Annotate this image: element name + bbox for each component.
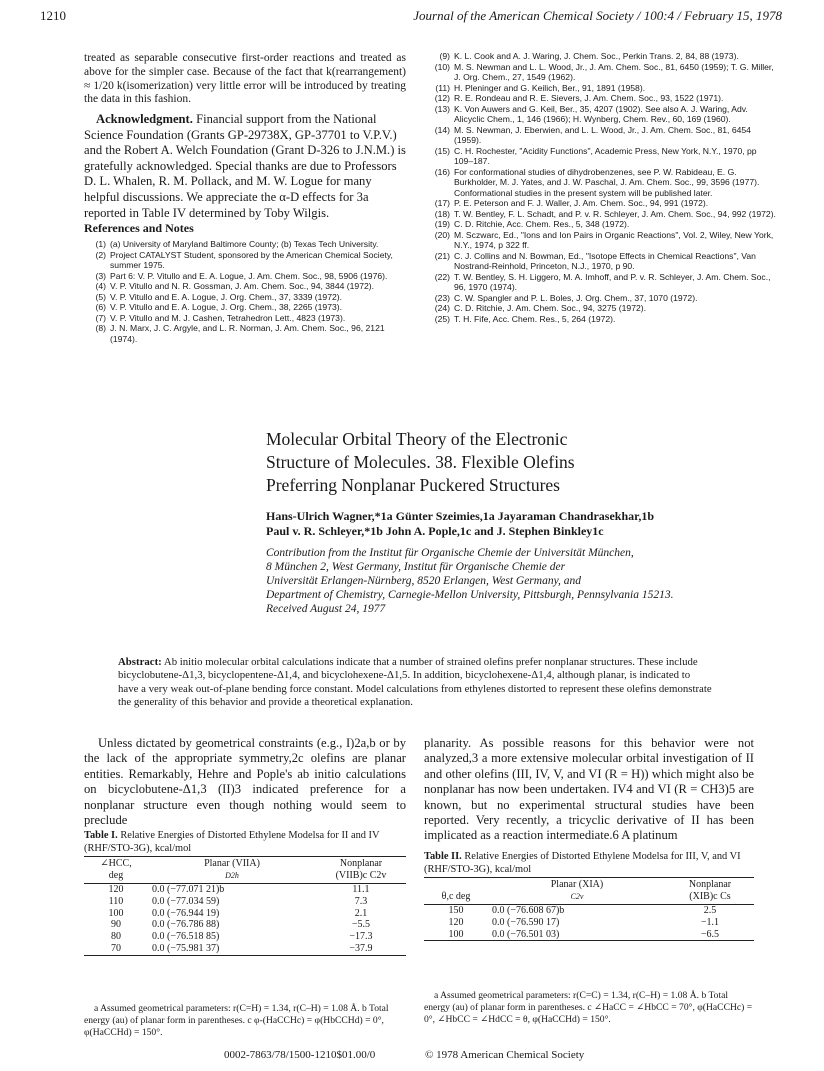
reference-number: (9)	[439, 51, 450, 61]
reference-number: (15)	[434, 145, 450, 156]
table-cell: 11.1	[352, 884, 370, 895]
reference-text: P. E. Peterson and F. J. Waller, J. Am. Chem. Soc., 94, 991 (1972).	[454, 198, 709, 208]
table-cell: 120	[448, 916, 464, 928]
reference-text: C. D. Ritchie, J. Am. Chem. Soc., 94, 3275 (1972).	[454, 303, 647, 313]
reference-item	[428, 209, 778, 220]
affiliation-block	[266, 546, 746, 616]
received-date: Received August 24, 1977	[266, 603, 386, 615]
reference-item	[428, 219, 778, 230]
table1-header-cell: ∠HCC, deg	[100, 858, 132, 881]
title-line: Molecular Orbital Theory of the Electronic	[266, 429, 568, 449]
table-cell: 90	[111, 919, 121, 931]
reference-number: (11)	[435, 82, 450, 93]
reference-text: T. W. Bentley, S. H. Liggero, M. A. Imhoff, and P. v. R. Schleyer, J. Am. Chem. Soc., 96, 1970 (1974).	[454, 271, 771, 292]
table-cell: −17.3	[349, 931, 373, 943]
reference-number: (21)	[434, 250, 450, 261]
reference-number: (23)	[434, 292, 450, 303]
table2	[424, 877, 754, 941]
reference-item	[84, 281, 406, 292]
reference-item	[84, 239, 406, 250]
affiliation-line: Universität Erlangen-Nürnberg, 8520 Erlangen, West Germany, and	[266, 575, 582, 587]
table-cell: 110	[108, 895, 124, 907]
reference-item	[428, 314, 778, 325]
table-cell: 7.3	[354, 895, 368, 907]
table1-label: Table I.	[84, 830, 118, 841]
reference-number: (5)	[95, 291, 106, 302]
reference-number: (1)	[95, 239, 106, 249]
references-heading: References and Notes	[84, 221, 194, 235]
table-row	[424, 905, 754, 917]
reference-text: T. H. Fife, Acc. Chem. Res., 5, 264 (1972).	[454, 313, 616, 324]
table-cell: 0.0 (−76.786 88)	[152, 919, 220, 931]
reference-text: J. N. Marx, J. C. Argyle, and L. R. Norman, J. Am. Chem. Soc., 96, 2121 (1974).	[110, 323, 385, 344]
reference-text: C. J. Collins and N. Bowman, Ed., "Isotope Effects in Chemical Reactions", Van Nostrand-Reinhold, Princeton, N.J., 1970, p 90.	[454, 250, 756, 271]
reference-number: (14)	[434, 124, 450, 135]
reference-item	[428, 51, 778, 62]
body-text-left: Unless dictated by geometrical constraints (e.g., I)2a,b or by the lack of the appropriate symmetry,2c olefins are planar entities. Remarkably, Hehre and Pople's ab initio calculations on bicyclobutene-Δ1,3 (II)3 indicated preference for a nonplanar structure even though nothing would seem to preclude	[84, 736, 406, 828]
reference-item	[84, 250, 406, 271]
affiliation-line: Department of Chemistry, Carnegie-Mellon University, Pittsburgh, Pennsylvania 15213.	[266, 589, 674, 601]
acknowledgment-label: Acknowledgment.	[96, 112, 193, 126]
references-list-left	[84, 239, 406, 344]
reference-item	[84, 313, 406, 324]
table2-caption	[424, 851, 754, 876]
reference-item	[428, 198, 778, 209]
table-cell: −1.1	[700, 916, 720, 928]
table-cell: 100	[108, 907, 124, 919]
reference-number: (10)	[434, 61, 450, 72]
table2-header-cell: θ,c deg	[441, 891, 471, 902]
reference-item	[428, 93, 778, 104]
reference-text: K. L. Cook and A. J. Waring, J. Chem. Soc., Perkin Trans. 2, 84, 88 (1973).	[454, 51, 739, 61]
reference-item	[428, 83, 778, 94]
reference-item	[428, 230, 778, 251]
table-cell: −37.9	[349, 942, 373, 954]
table-cell: 0.0 (−76.590 17)	[492, 916, 560, 928]
reference-number: (12)	[434, 93, 450, 103]
reference-item	[84, 271, 406, 282]
table-cell: 80	[111, 931, 121, 943]
table-row	[84, 896, 406, 908]
reference-text: M. S. Newman and L. L. Wood, Jr., J. Am. Chem. Soc., 81, 6450 (1959); T. G. Miller, J. Org. Chem., 27, 1549 (1962).	[454, 61, 774, 82]
reference-number: (3)	[95, 270, 106, 281]
reference-item	[428, 251, 778, 272]
reference-number: (13)	[434, 103, 450, 114]
reference-number: (4)	[95, 281, 106, 291]
table1-caption	[84, 830, 406, 855]
journal-header: Journal of the American Chemical Society / 100:4 / February 15, 1978	[413, 8, 782, 23]
table2-header-cell: Nonplanar (XIB)c Cs	[688, 879, 732, 902]
reference-item	[428, 125, 778, 146]
table1-footnote: a Assumed geometrical parameters: r(C=H) = 1.34, r(C–H) = 1.08 Å. b Total energy (au) of planar form in parentheses. c φ-(HaCCHc) = φ(HbCCHd) = 0°, φ(HaCCHd) = 150°.	[84, 1003, 389, 1038]
reference-text: T. W. Bentley, F. L. Schadt, and P. v. R. Schleyer, J. Am. Chem. Soc., 94, 992 (1972).	[454, 208, 776, 219]
reference-text: H. Pleninger and G. Keilich, Ber., 91, 1891 (1958).	[454, 82, 646, 93]
table-cell: 100	[448, 928, 464, 940]
table-cell: 0.0 (−77.034 59)	[152, 895, 220, 907]
table-cell: 0.0 (−76.608 67)b	[492, 905, 565, 916]
reference-text: K. Von Auwers and G. Keil, Ber., 35, 4207 (1902). See also A. J. Waring, Adv. Alicyclic Chem., 1, 146 (1966); H. Wynberg, Chem. Rev., 60, 169 (1960).	[454, 103, 748, 124]
affiliation-line: 8 München 2, West Germany, Institut für Organische Chemie der	[266, 561, 566, 573]
reference-item	[84, 302, 406, 313]
table1-header-cell: Planar (VIIA) D2h	[204, 858, 260, 880]
title-line: Structure of Molecules. 38. Flexible Olefins	[266, 452, 575, 472]
reference-text: C. D. Ritchie, Acc. Chem. Res., 5, 348 (1972).	[454, 219, 630, 229]
author-line: Paul v. R. Schleyer,*1b John A. Pople,1c and J. Stephen Binkley1c	[266, 524, 604, 538]
reference-number: (19)	[434, 219, 450, 229]
reference-text: V. P. Vitullo and M. J. Cashen, Tetrahedron Lett., 4823 (1973).	[110, 312, 346, 323]
copyright-line: © 1978 American Chemical Society	[425, 1049, 585, 1061]
table-cell: 120	[108, 884, 124, 895]
intro-paragraph: treated as separable consecutive first-order reactions and treated as above for the simpler case. Because of the fact that k(rearrangement) ≈ 1/20 k(isomerization) very little error will be introduced by treating the data in this fashion.	[84, 52, 406, 106]
reference-item	[428, 272, 778, 293]
reference-item	[428, 146, 778, 167]
reference-item	[428, 104, 778, 125]
acknowledgment-paragraph	[84, 112, 406, 221]
table-cell: −6.5	[700, 928, 720, 940]
table2-label: Table II.	[424, 851, 462, 862]
reference-number: (7)	[95, 312, 106, 323]
reference-text: M. S. Newman, J. Eberwien, and L. L. Wood, Jr., J. Am. Chem. Soc., 81, 6454 (1959).	[454, 124, 751, 145]
table-cell: −5.5	[351, 919, 371, 931]
table-cell: 0.0 (−76.944 19)	[152, 907, 220, 919]
reference-number: (6)	[95, 302, 106, 312]
abstract	[118, 656, 712, 710]
reference-number: (16)	[434, 166, 450, 177]
reference-item	[428, 303, 778, 314]
title-line: Preferring Nonplanar Puckered Structures	[266, 475, 560, 495]
abstract-label: Abstract:	[118, 656, 162, 668]
table-cell: 0.0 (−77.071 21)b	[152, 884, 225, 895]
table-row	[84, 919, 406, 931]
reference-item	[84, 323, 406, 344]
table1-caption-text: Relative Energies of Distorted Ethylene Modelsa for II and IV (RHF/STO-3G), kcal/mol	[84, 830, 380, 854]
reference-number: (20)	[434, 229, 450, 240]
reference-item	[84, 292, 406, 303]
reference-text: V. P. Vitullo and N. R. Gossman, J. Am. Chem. Soc., 94, 3844 (1972).	[110, 281, 374, 291]
affiliation-line: Contribution from the Institut für Organische Chemie der Universität München,	[266, 547, 634, 559]
table-cell: 0.0 (−76.518 85)	[152, 931, 220, 943]
reference-number: (24)	[434, 303, 450, 313]
author-list	[266, 509, 746, 539]
reference-text: C. W. Spangler and P. L. Boles, J. Org. Chem., 37, 1070 (1972).	[454, 292, 698, 303]
references-list-right	[428, 51, 778, 324]
table-row	[84, 943, 406, 955]
reference-text: R. E. Rondeau and R. E. Sievers, J. Am. Chem. Soc., 93, 1522 (1971).	[454, 93, 724, 103]
table2-header-cell: Planar (XIA) C2v	[550, 879, 604, 901]
table-cell: 2.5	[703, 905, 717, 916]
reference-number: (18)	[434, 208, 450, 219]
table1-header-cell: Nonplanar (VIIB)c C2v	[335, 858, 387, 881]
table-row	[84, 884, 406, 896]
page-number: 1210	[40, 8, 66, 23]
reference-text: (a) University of Maryland Baltimore County; (b) Texas Tech University.	[110, 239, 379, 249]
acknowledgment-text: Financial support from the National Science Foundation (Grants GP-29738X, GP-37701 to V.P.V.) and the Robert A. Welch Foundation (Grant D-326 to J.N.M.) is gratefully acknowledged. Special thanks are due to Professors D. L. Whalen, R. M. Pollack, and M. W. Logue for many helpful discussions. We appreciate the α-D effects for 3a reported in Table IV determined by Toby Wilgis.	[84, 112, 406, 220]
issn-line: 0002-7863/78/1500-1210$01.00/0	[224, 1049, 376, 1061]
reference-text: V. P. Vitullo and E. A. Logue, J. Org. Chem., 37, 3339 (1972).	[110, 291, 343, 302]
reference-item	[428, 62, 778, 83]
reference-text: For conformational studies of dihydrobenzenes, see P. W. Rabideau, E. G. Burkholder, M. J. Yates, and J. W. Paschal, J. Am. Chem. Soc., 99, 3596 (1977). Conformational studies in the present system will be published later.	[454, 166, 760, 198]
reference-item	[428, 293, 778, 304]
reference-number: (17)	[434, 198, 450, 208]
reference-number: (2)	[95, 249, 106, 260]
reference-text: C. H. Rochester, "Acidity Functions", Academic Press, New York, N.Y., 1970, pp 109–187.	[454, 145, 757, 166]
table2-footnote: a Assumed geometrical parameters: r(C=C) = 1.34, r(C–H) = 1.08 Å. b Total energy (au) of planar form in parentheses. c ∠HaCC = ∠HbCC = 70°, φ(HaCCHc) = 0°, ∠HbCC = ∠HdCC = θ, φ(HaCCHd) = 150°.	[424, 990, 753, 1025]
abstract-text: Ab initio molecular orbital calculations indicate that a number of strained olefins prefer nonplanar structures. These include bicyclobutene-Δ1,3, bicyclopentene-Δ1,4, and bicyclohexene-Δ1,5. In addition, bicyclohexene-Δ1,4, although planar, is indicated to have a very weak out-of-plane bending force constant. Model calculations from ethylenes distorted to represent these olefins demonstrate the generality of this behavior and provide a theoretical explanation.	[118, 656, 712, 709]
author-line: Hans-Ulrich Wagner,*1a Günter Szeimies,1a Jayaraman Chandrasekhar,1b	[266, 509, 655, 523]
reference-item	[428, 167, 778, 199]
reference-text: V. P. Vitullo and E. A. Logue, J. Org. Chem., 38, 2265 (1973).	[110, 302, 343, 312]
reference-text: M. Sczwarc, Ed., "Ions and Ion Pairs in Organic Reactions", Vol. 2, Wiley, New York, N.Y., 1974, p 322 ff.	[454, 229, 774, 250]
table-cell: 150	[448, 905, 464, 916]
table1	[84, 856, 406, 956]
table-row	[84, 931, 406, 943]
reference-number: (25)	[434, 313, 450, 324]
table-cell: 2.1	[354, 907, 368, 919]
table2-caption-text: Relative Energies of Distorted Ethylene Modelsa for III, V, and VI (RHF/STO-3G), kcal/mol	[424, 851, 741, 875]
article-title	[266, 428, 686, 497]
reference-number: (8)	[95, 323, 106, 333]
reference-number: (22)	[434, 271, 450, 282]
table-cell: 0.0 (−76.501 03)	[492, 928, 560, 940]
table-row	[424, 917, 754, 929]
reference-text: Part 6: V. P. Vitullo and E. A. Logue, J. Am. Chem. Soc., 98, 5906 (1976).	[110, 270, 388, 281]
table-row	[424, 929, 754, 941]
table-cell: 70	[111, 942, 121, 954]
table-row	[84, 908, 406, 920]
reference-text: Project CATALYST Student, sponsored by the American Chemical Society, summer 1975.	[110, 249, 393, 270]
body-text-right: planarity. As possible reasons for this behavior were not analyzed,3 a more extensive molecular orbital investigation of II and other olefins (III, IV, V, and VI (R = H)) which might also be nonplanar has now been undertaken. IV4 and VI (R = CH3)5 are known, but no experimental structural studies have been reported. Very recently, a tricyclic derivative of II has been implicated as a reaction intermediate.6 A platinum	[424, 736, 754, 843]
table-cell: 0.0 (−75.981 37)	[152, 942, 220, 954]
